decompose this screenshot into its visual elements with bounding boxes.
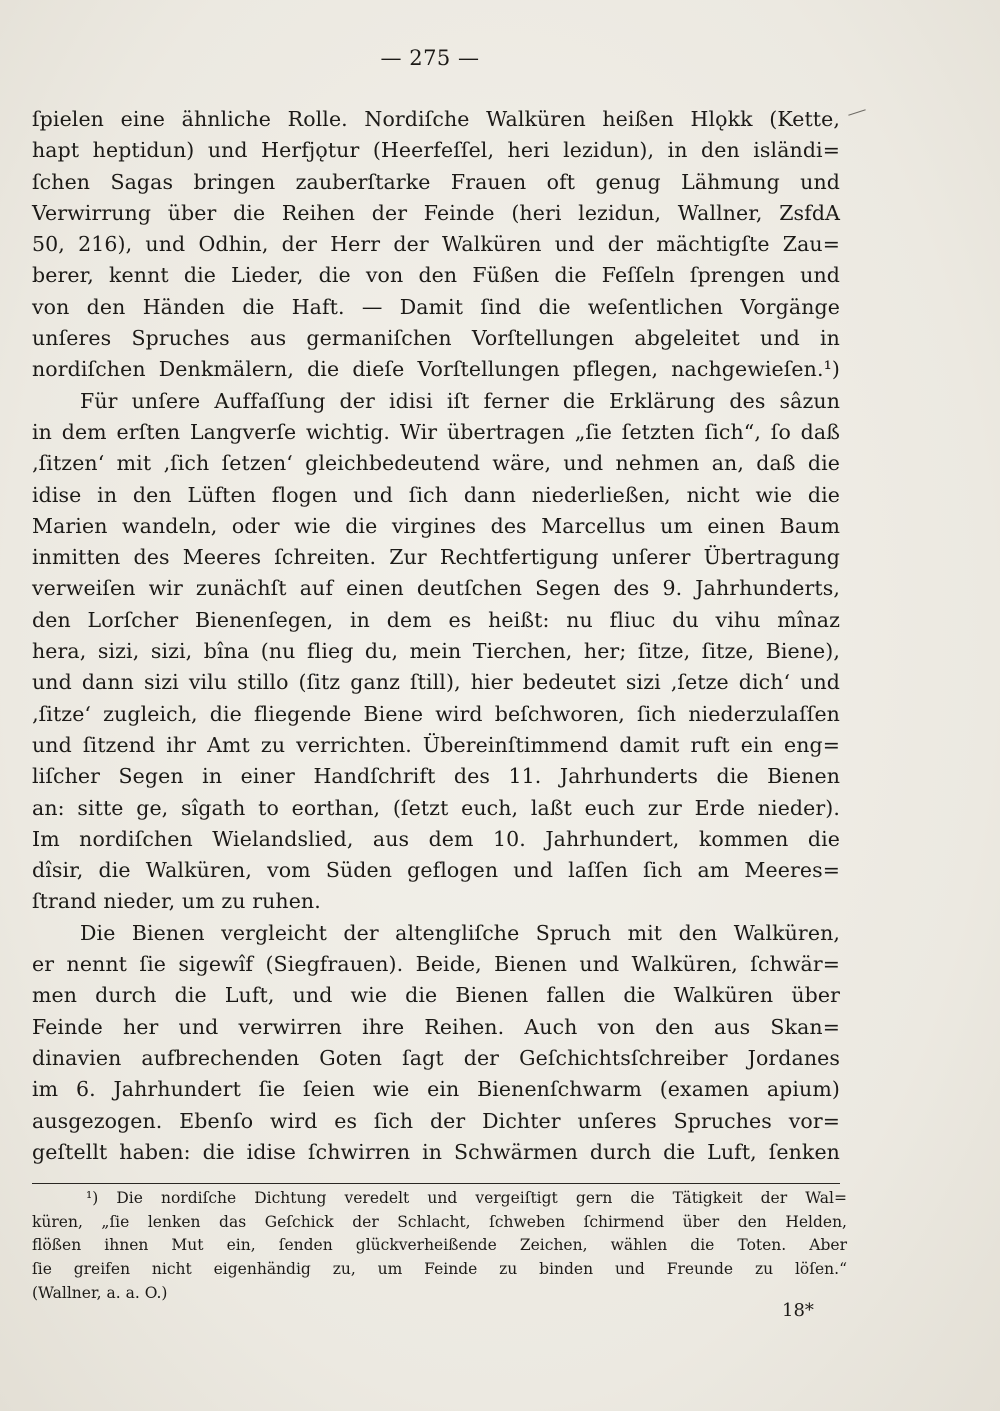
text-line: idise in den Lüften flogen und ſich dann niederließen, nicht wie die [32,482,840,507]
footnote-line: ¹) Die nordiſche Dichtung veredelt und vergeiſtigt gern die Tätigkeit der Wal= [86,1189,847,1207]
text-line: nordiſchen Denkmälern, die dieſe Vorſtellungen pflegen, nachgewieſen.¹) [32,357,840,382]
text-line: ſpielen eine ähnliche Rolle. Nordiſche Walküren heißen Hlǫkk (Kette, [32,107,840,131]
page-number: — 275 — [380,46,480,70]
text-line: 50, 216), und Odhin, der Herr der Walküren und der mächtigſte Zau= [32,232,840,257]
text-line: ‚ſitzen‘ mit ‚ſich ſetzen‘ gleichbedeutend wäre, und nehmen an, daß die [32,451,840,476]
signature-mark: 18* [782,1300,814,1321]
footnote-line: ſie greifen nicht eigenhändig zu, um Feinde zu binden und Freunde zu löſen.“ [32,1260,847,1279]
text-line: Feinde her und verwirren ihre Reihen. Auch von den aus Skan= [32,1014,840,1039]
text-line: Für unſere Auffaſſung der idisi iſt ferner die Erklärung des sâzun [80,388,840,413]
text-line: dîsir, die Walküren, vom Süden geflogen und laſſen ſich am Meeres= [32,858,840,883]
footnote-line: (Wallner, a. a. O.) [32,1283,168,1302]
text-line: im 6. Jahrhundert ſie ſeien wie ein Bienenſchwarm (examen apium) [32,1077,840,1102]
footnote-divider [32,1183,840,1184]
text-line: unſeres Spruches aus germaniſchen Vorſtellungen abgeleitet und in [32,326,840,351]
text-line: Marien wandeln, oder wie die virgines des Marcellus um einen Baum [32,513,840,538]
text-line: und dann sizi vilu stillo (ſitz ganz ſtill), hier bedeutet sizi ‚ſetze dich‘ und [32,670,840,695]
text-line: Die Bienen vergleicht der altengliſche Spruch mit den Walküren, [80,920,840,945]
text-line: den Lorſcher Bienenſegen, in dem es heißt: nu fliuc du vihu mînaz [32,607,840,632]
text-line: liſcher Segen in einer Handſchrift des 11. Jahrhunderts die Bienen [32,764,840,789]
text-line: an: sitte ge, sîgath to eorthan, (ſetzt euch, laßt euch zur Erde nieder). [32,795,840,820]
footnote [32,1187,847,1305]
text-line: verweiſen wir zunächſt auf einen deutſchen Segen des 9. Jahrhunderts, [32,576,840,601]
text-line: men durch die Luft, und wie die Bienen fallen die Walküren über [32,983,840,1008]
text-line: geſtellt haben: die idise ſchwirren in Schwärmen durch die Luft, ſenken [32,1139,840,1164]
text-line: berer, kennt die Lieder, die von den Füßen die Feſſeln ſprengen und [32,263,840,288]
text-line: in dem erſten Langverſe wichtig. Wir übertragen „ſie ſetzten ſich“, ſo daß [32,419,840,444]
text-line: hapt heptidun) und Herfjǫtur (Heerfeſſel, heri lezidun), in den isländi= [32,138,840,163]
footnote-line: flößen ihnen Mut ein, ſenden glückverheißende Zeichen, wählen die Toten. Aber [32,1236,847,1255]
text-line: Verwirrung über die Reihen der Feinde (heri lezidun, Wallner, ZsfdA [32,200,840,225]
text-line: ausgezogen. Ebenſo wird es ſich der Dichter unſeres Spruches vor= [32,1108,840,1133]
text-line: von den Händen die Haft. — Damit ſind die weſentlichen Vorgänge [32,294,840,319]
text-line: inmitten des Meeres ſchreiten. Zur Rechtfertigung unſerer Übertragung [32,545,840,570]
text-line: und ſitzend ihr Amt zu verrichten. Übereinſtimmend damit ruft ein eng= [32,732,840,757]
footnote-line: küren, „ſie lenken das Geſchick der Schlacht, ſchweben ſchirmend über den Helden, [32,1212,847,1231]
text-line: er nennt ſie sigewîf (Siegfrauen). Beide, Bienen und Walküren, ſchwär= [32,952,840,977]
text-line: dinavien aufbrechenden Goten ſagt der Geſchichtsſchreiber Jordanes [32,1045,840,1070]
text-line: ſtrand nieder, um zu ruhen. [32,889,321,914]
text-line: ſchen Sagas bringen zauberſtarke Frauen oft genug Lähmung und [32,169,840,194]
text-line: ‚ſitze‘ zugleich, die fliegende Biene wird beſchworen, ſich niederzulaſſen [32,701,840,726]
main-text [32,104,840,1168]
text-line: Im nordiſchen Wielandslied, aus dem 10. Jahrhundert, kommen die [32,826,840,851]
margin-pencil-mark [848,109,865,116]
text-line: hera, sizi, sizi, bîna (nu flieg du, mein Tierchen, her; ſitze, ſitze, Biene), [32,639,840,664]
